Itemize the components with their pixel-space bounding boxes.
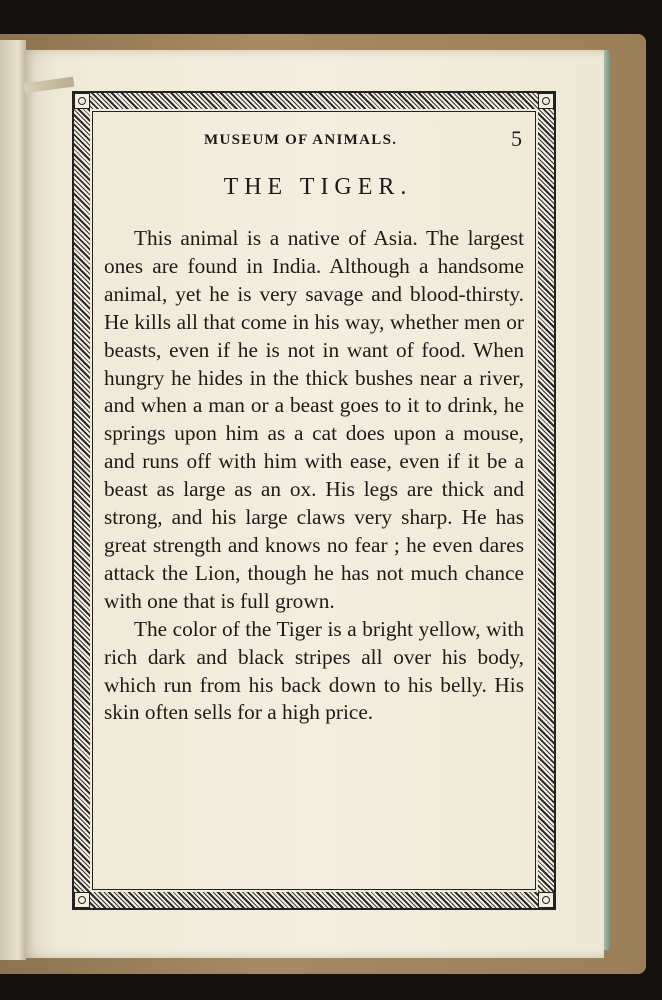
border-corner-ornament — [74, 93, 90, 109]
body-text — [104, 225, 524, 727]
running-title: MUSEUM OF ANIMALS. — [204, 132, 398, 148]
chapter-heading: THE TIGER. — [223, 174, 413, 200]
running-head — [104, 120, 524, 160]
binding-thread — [24, 77, 75, 94]
page-content — [104, 120, 524, 727]
paragraph: The color of the Tiger is a bright yellow, with rich dark and black stripes all over his body, which run from his back down to his belly. His skin often sells for a high price. — [104, 616, 524, 725]
paragraph: This animal is a native of Asia. The largest ones are found in India. Although a handsome animal, yet he is very savage and blood-thirsty. He kills all that come in his way, whether men or beasts, even if he is not in want of food. When hungry he hides in the thick bushes near a river, and when a man or a beast goes to it to drink, he springs upon him as a cat does upon a mouse, and runs off with him with ease, even if it be a beast as large as an ox. His legs are thick and strong, and his large claws very sharp. He has great strength and knows no fear ; he even dares attack the Lion, though he has not much chance with one that is full grown. — [104, 226, 524, 613]
border-corner-ornament — [538, 93, 554, 109]
page-number: 5 — [511, 126, 522, 151]
facing-page — [0, 40, 26, 960]
border-corner-ornament — [74, 892, 90, 908]
border-corner-ornament — [538, 892, 554, 908]
